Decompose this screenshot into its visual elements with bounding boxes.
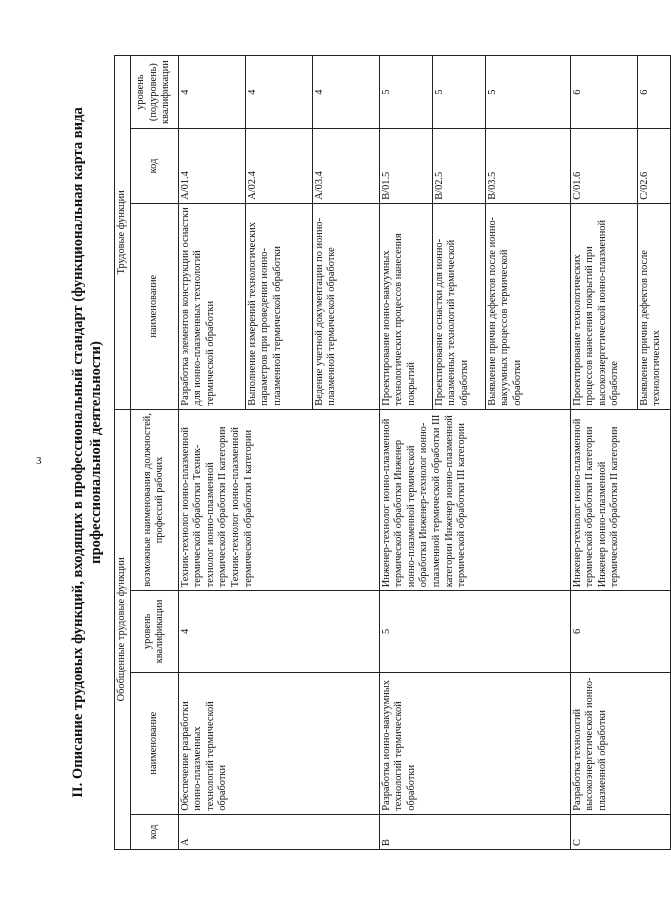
function-codes-cell	[379, 129, 570, 204]
row-level: 5	[379, 591, 570, 672]
col-name-header: наименование	[130, 672, 178, 814]
row-level: 4	[178, 591, 379, 672]
function-name: Проектирование технологических процессов нанесения покрытий при высокоэнергетической ионно-плазменной обработке	[571, 204, 638, 409]
function-names-cell	[178, 203, 379, 409]
col-code-header: код	[130, 814, 178, 849]
function-levels-cell	[379, 56, 570, 129]
row-positions: Инженер-технолог ионно-плазменной термической обработки II категории Инженер ионно-плазменной термической обработки II категории	[570, 409, 670, 591]
function-level: 5	[433, 56, 486, 128]
function-levels-cell	[570, 56, 670, 129]
row-positions: Инженер-технолог ионно-плазменной термической обработки Инженер ионно-плазменной термической обработки Инженер-технолог ионно-плазменной термической обработки III категории Инженер ионно-плазменной термической обработки III категории	[379, 409, 570, 591]
function-level: 6	[571, 56, 638, 128]
row-name: Обеспечение разработки ионно-плазменных технологий термической обработки	[178, 672, 379, 814]
section-title-line-2: профессиональной деятельности)	[88, 341, 104, 564]
function-level: 5	[380, 56, 433, 128]
function-codes-cell	[178, 129, 379, 204]
function-code: A/02.4	[246, 129, 313, 203]
function-level: 4	[313, 89, 325, 95]
table-row	[570, 56, 670, 850]
function-level: 4	[246, 56, 313, 128]
col-function-level-header: уровень (подуровень) квалификации	[130, 56, 178, 129]
function-code: A/01.4	[179, 129, 246, 203]
row-code: B	[379, 814, 570, 849]
function-code: B/01.5	[380, 129, 433, 203]
row-positions: Техник-технолог ионно-плазменной термической обработки Техник-технолог ионно-плазменной термической обработки II категории Техник-технолог ионно-плазменной термической обработки I категории	[178, 409, 379, 591]
function-level: 6	[638, 89, 650, 95]
function-name: Ведение учетной документации по ионно-плазменной термической обработке	[313, 217, 338, 406]
page-number: 3	[36, 455, 42, 467]
table-row	[178, 56, 379, 850]
function-name: Разработка элементов конструкции оснастки для ионно-плазменных технологий термической обработки	[179, 204, 246, 409]
function-name: Выявление причин дефектов после технологических	[638, 250, 663, 406]
function-name: Выполнение измерений технологических параметров при проведении ионно-плазменной термической обработки	[246, 204, 313, 409]
row-name: Разработка технологий высокоэнергетической ионно-плазменной обработки	[570, 672, 670, 814]
functional-map-table	[114, 55, 671, 850]
generalized-functions-header: Обобщенные трудовые функции	[115, 409, 131, 849]
row-code: C	[570, 814, 670, 849]
col-level-header: уровень квалификации	[130, 591, 178, 672]
function-code: B/02.5	[433, 129, 486, 203]
col-function-name-header: наименование	[130, 203, 178, 409]
col-function-code-header: код	[130, 129, 178, 204]
function-code: B/03.5	[486, 171, 498, 200]
row-name: Разработка ионно-вакуумных технологий термической обработки	[379, 672, 570, 814]
function-codes-cell	[570, 129, 670, 204]
function-names-cell	[379, 203, 570, 409]
row-level: 6	[570, 591, 670, 672]
function-names-cell	[570, 203, 670, 409]
col-positions-header: возможные наименования должностей, профессий рабочих	[130, 409, 178, 591]
labor-functions-header: Трудовые функции	[115, 56, 131, 410]
function-name: Проектирование оснастки для ионно-плазменных технологий термической обработки	[433, 204, 486, 409]
function-levels-cell	[178, 56, 379, 129]
function-level: 4	[179, 56, 246, 128]
table-row	[379, 56, 570, 850]
row-code: A	[178, 814, 379, 849]
rotated-page-content	[60, 55, 663, 850]
section-title	[60, 55, 114, 850]
function-code: C/01.6	[571, 129, 638, 203]
section-title-line-1: II. Описание трудовых функций, входящих в профессиональный стандарт (функциональная карта вида	[70, 107, 86, 798]
function-name: Проектирование ионно-вакуумных технологических процессов нанесения покрытий	[380, 204, 433, 409]
function-code: A/03.4	[313, 171, 325, 200]
function-name: Выявление причин дефектов после ионно-вакуумных процессов термической обработки	[486, 216, 523, 406]
function-code: C/02.6	[638, 171, 650, 200]
function-level: 5	[486, 89, 498, 95]
